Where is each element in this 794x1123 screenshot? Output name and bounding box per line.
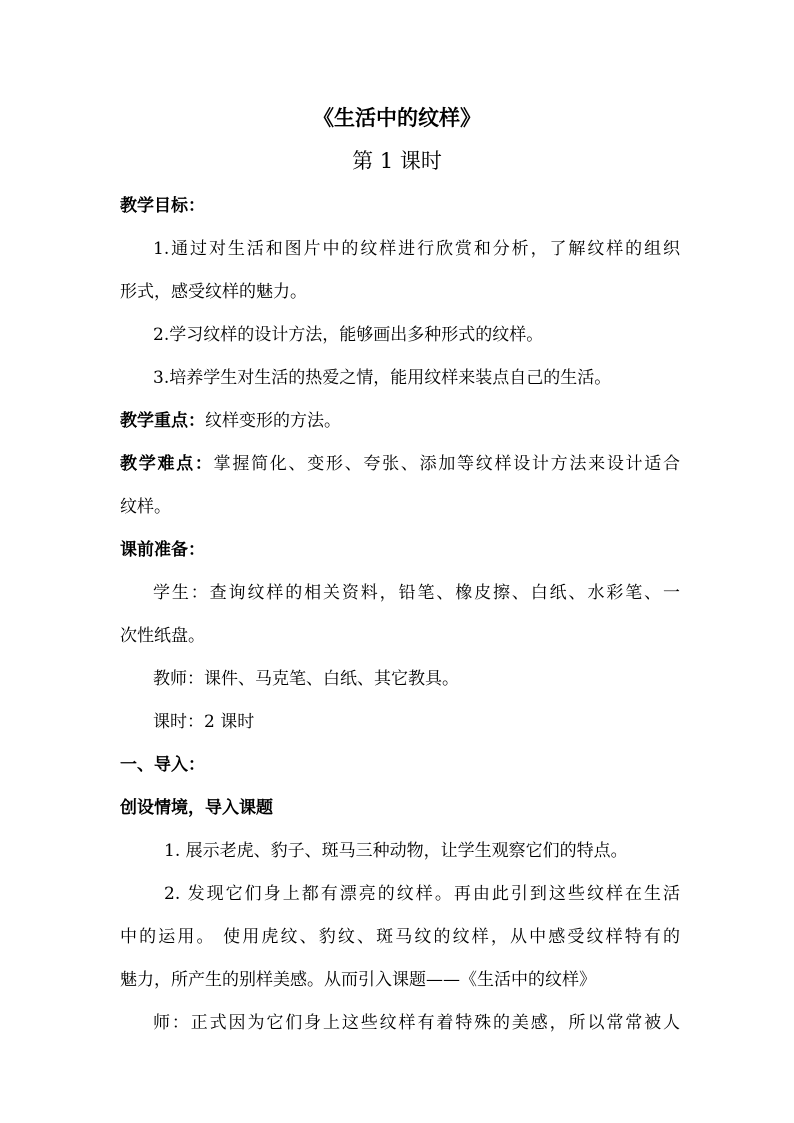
preparation-student-line-1: 学生：查询纹样的相关资料，铅笔、橡皮擦、白纸、水彩笔、一 — [153, 583, 680, 603]
lesson-period-subtitle: 第 1 课时 — [352, 149, 442, 173]
preparation-heading: 课前准备： — [120, 540, 205, 560]
objective-1-line-2: 形式，感受纹样的魅力。 — [120, 282, 307, 302]
section-1-item-2-line-3: 魅力，所产生的别样美感。从而引入课题——《生活中的纹样》 — [120, 970, 596, 990]
difficulty-text-line-1: 掌握简化、变形、夸张、添加等纹样设计方法来设计适合 — [213, 454, 680, 474]
objective-1-line-1: 1.通过对生活和图片中的纹样进行欣赏和分析，了解纹样的组织 — [153, 239, 680, 259]
key-point-text: 纹样变形的方法。 — [205, 411, 341, 431]
key-point-paragraph — [120, 400, 680, 443]
section-1-heading: 一、导入： — [120, 755, 205, 775]
preparation-student-line-2: 次性纸盘。 — [120, 626, 205, 646]
section-1-item-1: 1. 展示老虎、豹子、斑马三种动物，让学生观察它们的特点。 — [164, 841, 628, 861]
section-1-item-2-line-1: 2. 发现它们身上都有漂亮的纹样。再由此引到这些纹样在生活 — [164, 884, 680, 904]
preparation-teacher: 教师：课件、马克笔、白纸、其它教具。 — [153, 669, 459, 689]
difficulty-line-2: 纹样。 — [120, 497, 171, 517]
objective-2: 2.学习纹样的设计方法，能够画出多种形式的纹样。 — [153, 325, 544, 345]
document-body — [120, 185, 680, 1045]
objective-3: 3.培养学生对生活的热爱之情，能用纹样来装点自己的生活。 — [153, 368, 612, 388]
preparation-period: 课时：2 课时 — [153, 712, 255, 732]
objectives-heading: 教学目标： — [120, 196, 205, 216]
section-1-subheading: 创设情境，导入课题 — [120, 798, 273, 818]
section-1-item-2-line-2: 中的运用。 使用虎纹、豹纹、斑马纹的纹样，从中感受纹样特有的 — [120, 927, 680, 947]
section-1-teacher-line-1: 师：正式因为它们身上这些纹样有着特殊的美感，所以常常被人 — [153, 1013, 680, 1033]
difficulty-label: 教学难点： — [120, 454, 214, 474]
difficulty-line-1 — [120, 443, 680, 486]
key-point-label: 教学重点： — [120, 411, 205, 431]
document-title: 《生活中的纹样》 — [313, 105, 481, 130]
